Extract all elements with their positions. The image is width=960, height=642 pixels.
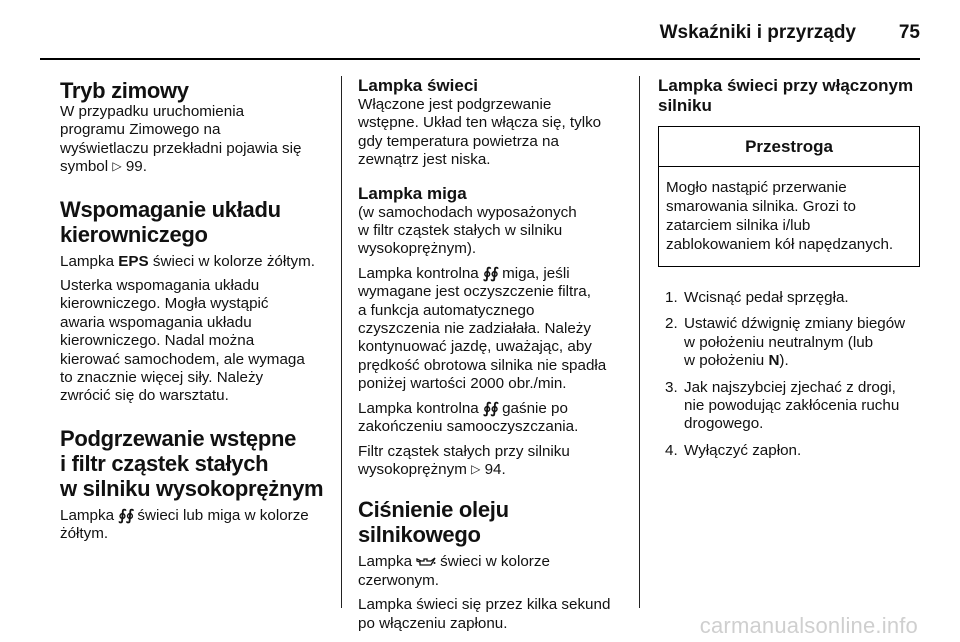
- section-title-oil-pressure: Ciśnienie oleju silnikowego: [358, 497, 509, 548]
- section-title-preheating-filter: Podgrzewanie wstępne i filtr cząstek stałych w silniku wysokoprężnym: [60, 425, 324, 501]
- oil-lamp-text: Lampka świeci w kolorze czerwonym.: [358, 553, 550, 589]
- list-item: 2. Ustawić dźwignię zmiany biegów w położeniu neutralnym (lub w położeniu N).: [665, 315, 906, 370]
- filter-cleaning-text: Lampka kontrolna ∮∮ miga, jeśli wymagane jest oczyszczenie filtra, a funkcja automatycznego czyszczenia nie zadziałała. Należy kontynuować jazdę, uważając, aby prędkość obrotowa silnika nie spadła poniżej wartości 2000 obr./min.: [358, 264, 607, 393]
- watermark: carmanualsonline.info: [699, 613, 918, 638]
- glow-plug-icon: ∮∮: [118, 506, 134, 524]
- eps-indicator-label: EPS: [118, 252, 149, 270]
- section-title-winter-mode: Tryb zimowy: [60, 78, 189, 103]
- caution-text: Mogło nastąpić przerwanie smarowania silnika. Grozi to zatarciem silnika i/lub zablokowaniem kół napędzanych.: [666, 179, 894, 253]
- list-item: 3. Jak najszybciej zjechać z drogi, nie powodując zakłócenia ruchu drogowego.: [665, 378, 900, 433]
- subsection-title-lamp-blinking: Lampka miga: [358, 183, 467, 203]
- filter-reference-text: Filtr cząstek stałych przy silniku wysokoprężnym ▷ 94.: [358, 442, 570, 478]
- procedure-steps: [658, 289, 920, 460]
- lamp-off-text: Lampka kontrolna ∮∮ gaśnie po zakończeniu samooczyszczania.: [358, 399, 579, 436]
- page-header: [0, 0, 960, 62]
- page-ref-link[interactable]: 99.: [125, 158, 147, 176]
- eps-lamp-text: Lampka EPS świeci w kolorze żółtym.: [60, 252, 315, 270]
- glow-plug-icon: ∮∮: [482, 264, 498, 282]
- lamp-on-text: Włączone jest podgrzewanie wstępne. Układ ten włącza się, tylko gdy temperatura powietrza na zewnątrz jest niska.: [358, 96, 602, 169]
- glow-plug-icon: ∮∮: [482, 399, 498, 417]
- section-title-power-steering: Wspomaganie układu kierowniczego: [60, 196, 281, 247]
- header-divider: [40, 58, 920, 60]
- winter-mode-text: W przypadku uruchomienia programu Zimowego na wyświetlaczu przekładni pojawia się symbol ▷ 99.: [60, 103, 302, 176]
- lamp-blink-text: (w samochodach wyposażonych w filtr cząstek stałych w silniku wysokoprężnym).: [358, 203, 577, 258]
- power-steering-fault-text: Usterka wspomagania układu kierowniczego. Mogła wystąpić awaria wspomagania układu kierowniczego. Nadal można kierować samochodem, ale wymaga to znacznie więcej siły. Należy zwrócić się do warsztatu.: [60, 277, 305, 405]
- caution-header: [659, 127, 919, 167]
- glow-lamp-text: Lampka ∮∮ świeci lub miga w kolorze żółtym.: [60, 506, 309, 543]
- caution-body: [659, 167, 919, 266]
- caution-box: [658, 126, 920, 267]
- column-middle: [358, 76, 636, 632]
- subsection-title-lamp-on: Lampka świeci: [358, 76, 479, 95]
- caution-label: Przestroga: [745, 136, 833, 156]
- list-item: 4. Wyłączyć zapłon.: [665, 441, 802, 459]
- oil-lamp-ignition-text: Lampka świeci się przez kilka sekund po włączeniu zapłonu.: [358, 596, 611, 632]
- neutral-gear-label: N: [768, 352, 780, 370]
- oil-can-icon: [416, 553, 440, 569]
- page-ref-arrow-icon: ▷: [471, 461, 481, 476]
- subsection-title-lamp-engine-running: Lampka świeci przy włączonym silniku: [658, 76, 914, 115]
- column-right: [658, 76, 920, 610]
- column-divider-1: [341, 76, 342, 608]
- page-ref-link[interactable]: 94.: [484, 460, 506, 478]
- page-ref-arrow-icon: ▷: [112, 159, 122, 174]
- list-item: 1. Wcisnąć pedał sprzęgła.: [665, 289, 849, 306]
- page-number: 75: [898, 22, 920, 43]
- column-divider-2: [639, 76, 640, 608]
- header-title: Wskaźniki i przyrządy: [659, 22, 856, 43]
- column-left: [60, 76, 332, 610]
